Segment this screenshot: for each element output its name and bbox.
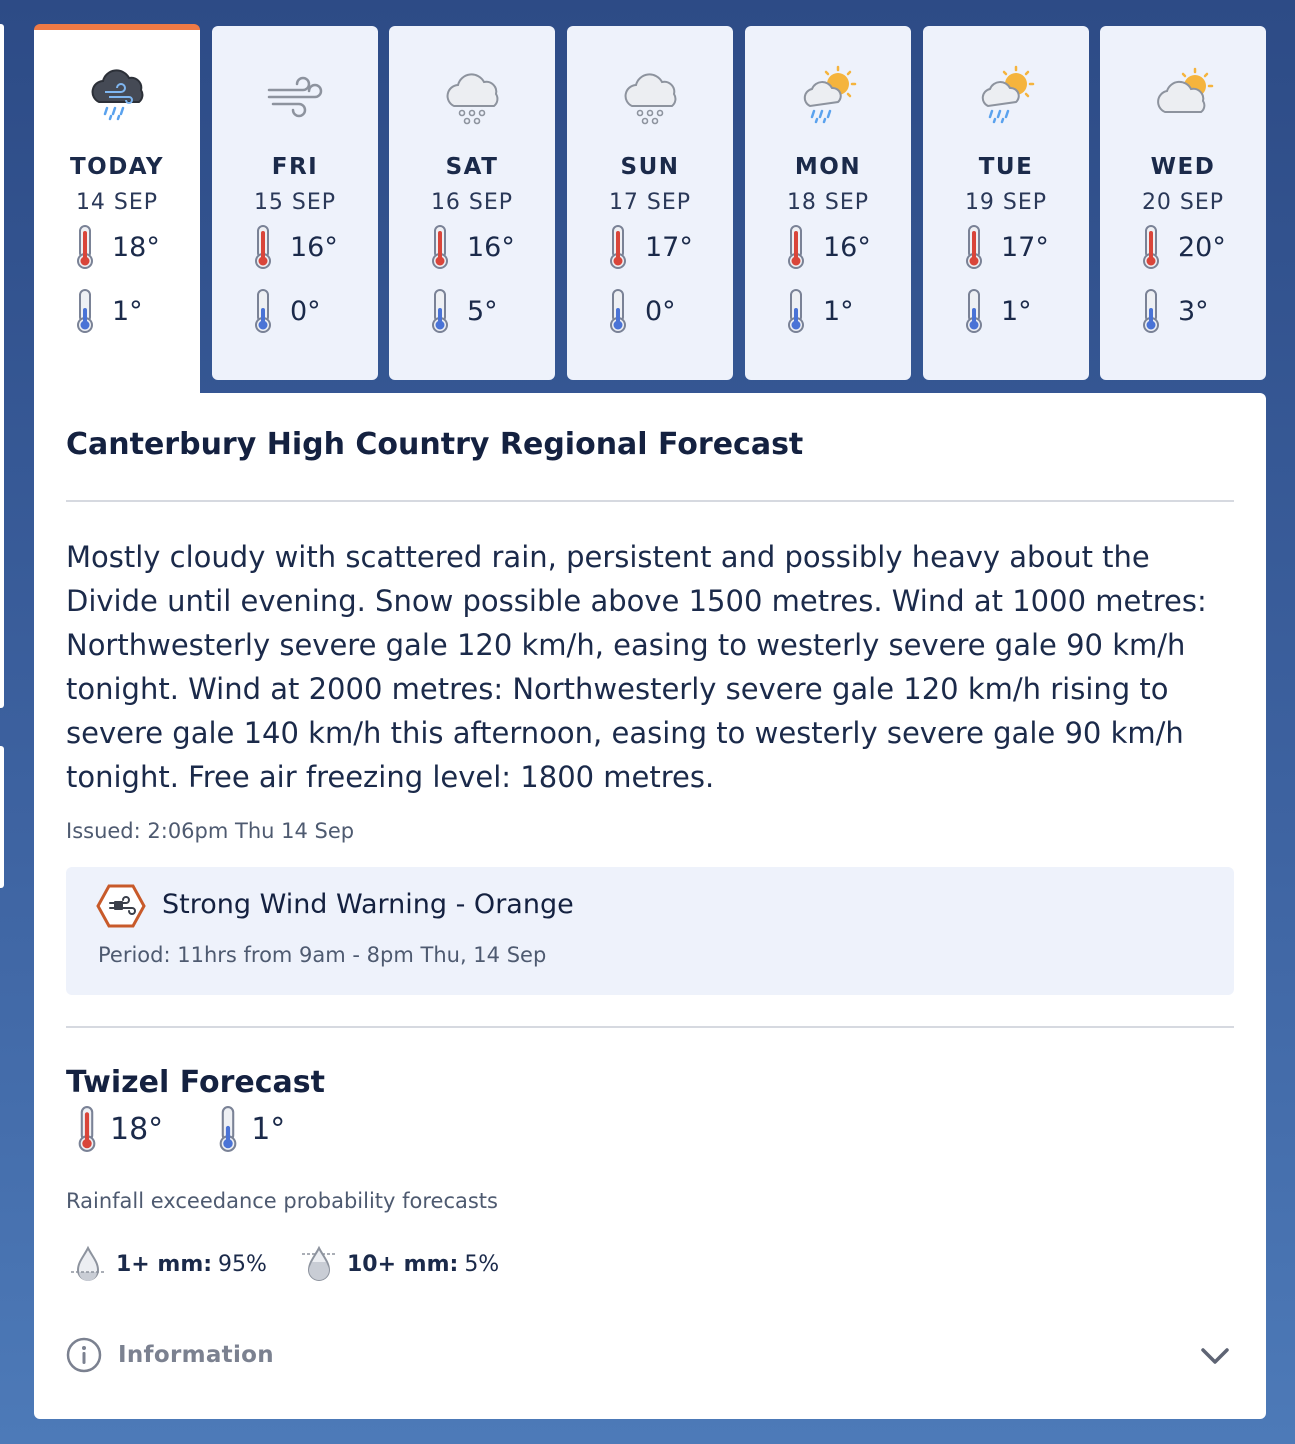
high-temp xyxy=(1100,224,1266,270)
regional-forecast-title: Canterbury High Country Regional Forecast xyxy=(66,427,804,462)
thermometer-hot-icon xyxy=(429,224,451,270)
issued-time: Issued: 2:06pm Thu 14 Sep xyxy=(66,819,355,843)
day-name: SAT xyxy=(445,154,499,180)
high-temp xyxy=(34,224,200,270)
day-tab-today[interactable] xyxy=(34,24,200,404)
thermometer-hot-icon xyxy=(74,1105,100,1153)
left-edge-tab-2 xyxy=(0,746,4,888)
low-temp xyxy=(389,288,555,334)
day-name: WED xyxy=(1150,154,1216,180)
thermometer-hot-icon xyxy=(252,224,274,270)
low-temp-value: 1° xyxy=(112,295,143,327)
day-tab-mon[interactable] xyxy=(745,26,911,380)
high-temp-value: 16° xyxy=(823,231,871,263)
day-tab-tue[interactable] xyxy=(923,26,1089,380)
low-temp-value: 0° xyxy=(290,295,321,327)
day-name: MON xyxy=(794,154,862,180)
high-temp-value: 20° xyxy=(1178,231,1226,263)
rain-10mm xyxy=(301,1244,499,1284)
day-name: FRI xyxy=(271,154,319,180)
thermometer-cold-icon xyxy=(785,288,807,334)
day-date: 16 SEP xyxy=(430,190,514,215)
high-temp xyxy=(389,224,555,270)
low-temp-value: 3° xyxy=(1178,295,1209,327)
thermometer-cold-icon xyxy=(429,288,451,334)
day-date: 20 SEP xyxy=(1141,190,1225,215)
town-forecast-title: Twizel Forecast xyxy=(66,1065,325,1100)
rain-1mm xyxy=(70,1244,267,1284)
thermometer-cold-icon xyxy=(74,288,96,334)
high-temp-value: 17° xyxy=(1001,231,1049,263)
low-temp xyxy=(567,288,733,334)
high-temp xyxy=(212,224,378,270)
thermometer-cold-icon xyxy=(963,288,985,334)
raindrop-icon xyxy=(301,1244,341,1284)
warning-title: Strong Wind Warning - Orange xyxy=(162,889,574,920)
high-temp xyxy=(923,224,1089,270)
day-name: TUE xyxy=(978,154,1034,180)
sun-showers-icon xyxy=(796,64,860,128)
thermometer-cold-icon xyxy=(215,1105,241,1153)
rainfall-probability-label: Rainfall exceedance probability forecasts xyxy=(66,1189,498,1213)
low-temp-value: 1° xyxy=(1001,295,1032,327)
thermometer-hot-icon xyxy=(607,224,629,270)
wind-icon xyxy=(263,64,327,128)
day-name: SUN xyxy=(620,154,680,180)
thermometer-hot-icon xyxy=(963,224,985,270)
day-tab-sat[interactable] xyxy=(389,26,555,380)
sun-showers-icon xyxy=(974,64,1038,128)
low-temp xyxy=(212,288,378,334)
warning-period: Period: 11hrs from 9am - 8pm Thu, 14 Sep xyxy=(98,943,547,967)
rain-probability: 95% xyxy=(218,1251,267,1277)
high-temp-value: 16° xyxy=(467,231,515,263)
thermometer-cold-icon xyxy=(1140,288,1162,334)
low-temp xyxy=(34,288,200,334)
divider xyxy=(66,1026,1234,1028)
day-name: TODAY xyxy=(69,154,165,180)
divider xyxy=(66,500,1234,502)
thermometer-hot-icon xyxy=(1140,224,1162,270)
rainfall-probabilities xyxy=(70,1243,533,1285)
daily-forecast-tabs xyxy=(34,24,1266,394)
partly-cloudy-icon xyxy=(1151,64,1215,128)
forecast-panel xyxy=(34,393,1266,1419)
wind-warning-icon xyxy=(96,883,146,929)
day-date: 17 SEP xyxy=(608,190,692,215)
snow-icon xyxy=(618,64,682,128)
raindrop-icon xyxy=(70,1244,110,1284)
thermometer-cold-icon xyxy=(252,288,274,334)
day-date: 14 SEP xyxy=(75,190,159,215)
town-low-temp: 1° xyxy=(251,1111,286,1147)
rain-threshold: 10+ mm: xyxy=(346,1251,459,1277)
day-tab-wed[interactable] xyxy=(1100,26,1266,380)
high-temp xyxy=(745,224,911,270)
low-temp-value: 0° xyxy=(645,295,676,327)
info-icon xyxy=(66,1337,102,1373)
low-temp xyxy=(1100,288,1266,334)
information-label: Information xyxy=(118,1342,274,1368)
high-temp-value: 18° xyxy=(112,231,160,263)
rain-threshold: 1+ mm: xyxy=(116,1251,213,1277)
rain-probability: 5% xyxy=(464,1251,500,1277)
information-toggle[interactable] xyxy=(66,1333,1234,1377)
low-temp-value: 5° xyxy=(467,295,498,327)
low-temp-value: 1° xyxy=(823,295,854,327)
thermometer-cold-icon xyxy=(607,288,629,334)
snow-icon xyxy=(440,64,504,128)
low-temp xyxy=(923,288,1089,334)
high-temp-value: 17° xyxy=(645,231,693,263)
day-tab-sun[interactable] xyxy=(567,26,733,380)
regional-forecast-summary: Mostly cloudy with scattered rain, persistent and possibly heavy about the Divide until evening. Snow possible above 1500 metres. Wind at 1000 metres: Northwesterly severe gale 120 km/h, easing to westerly severe gale 90 km/h tonight. Wind at 2000 metres: Northwesterly severe gale 120 km/h rising to severe gale 140 km/h this afternoon, easing to westerly severe gale 90 km/h tonight. Free air freezing level: 1800 metres. xyxy=(66,540,1207,794)
day-date: 18 SEP xyxy=(786,190,870,215)
chevron-down-icon[interactable] xyxy=(1198,1339,1232,1373)
windy-rain-icon xyxy=(85,62,149,126)
high-temp xyxy=(567,224,733,270)
high-temp-value: 16° xyxy=(290,231,338,263)
low-temp xyxy=(745,288,911,334)
left-edge-tab-1 xyxy=(0,24,4,708)
warning-card[interactable] xyxy=(66,867,1234,995)
thermometer-hot-icon xyxy=(74,224,96,270)
thermometer-hot-icon xyxy=(785,224,807,270)
town-temps xyxy=(74,1105,337,1153)
day-date: 19 SEP xyxy=(964,190,1048,215)
day-tab-fri[interactable] xyxy=(212,26,378,380)
town-high-temp: 18° xyxy=(110,1111,164,1147)
day-date: 15 SEP xyxy=(253,190,337,215)
